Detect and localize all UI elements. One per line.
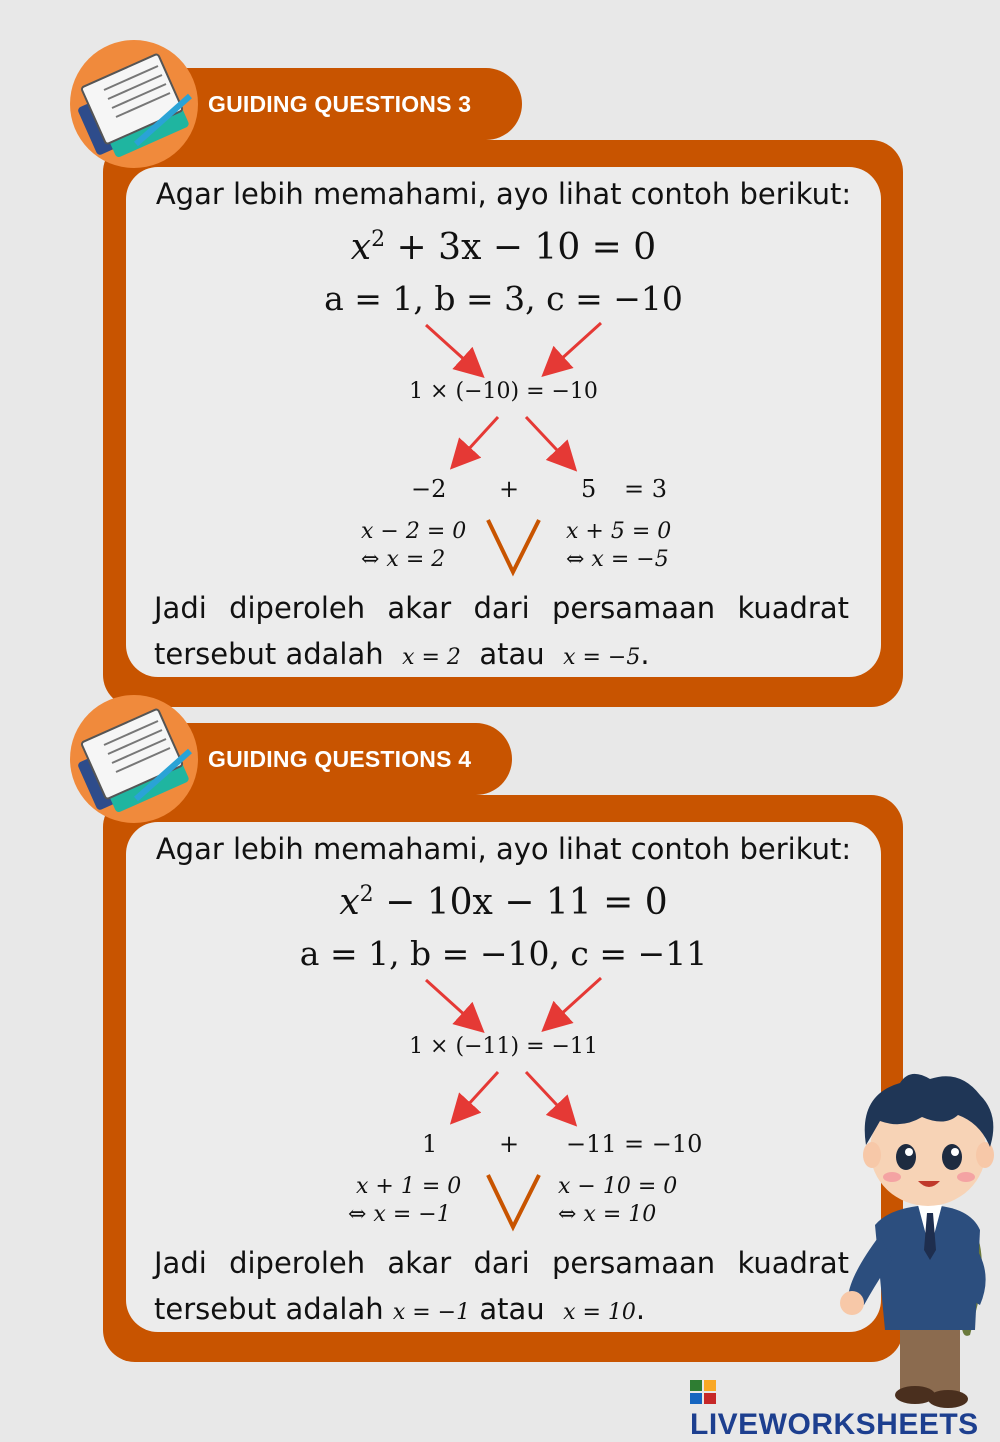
conclusion: Jadi diperoleh akar dari persamaan kuadrat tersebut adalah x = 2 atau x = −5. [154, 591, 849, 671]
sum-result: = −10 [624, 1130, 703, 1158]
section-title: GUIDING QUESTIONS 3 [208, 91, 472, 117]
arrow-a [426, 980, 478, 1027]
split-v-icon [488, 1175, 539, 1227]
root-2: x = 10 [563, 1300, 636, 1325]
intro-text: Agar lebih memahami, ayo lihat contoh berikut: [155, 832, 852, 866]
left-equation: x − 2 = 0 [361, 519, 467, 544]
section-header [150, 68, 522, 140]
content-panel [126, 167, 881, 677]
root-1: x = −1 [392, 1300, 471, 1325]
intro-text: Agar lebih memahami, ayo lihat contoh berikut: [155, 177, 852, 211]
left-equation: x + 1 = 0 [356, 1174, 462, 1199]
section-title: GUIDING QUESTIONS 4 [208, 746, 472, 772]
right-equation: x + 5 = 0 [566, 519, 672, 544]
arrow-right [526, 417, 571, 465]
right-equation: x − 10 = 0 [558, 1174, 678, 1199]
coefficients: a = 1, b = 3, c = −10 [324, 279, 683, 318]
content-frame [103, 795, 903, 1362]
root-2: x = −5 [563, 645, 641, 670]
left-solution: ⇔ x = 2 [361, 547, 446, 572]
arrow-a [426, 325, 478, 372]
factor-right: −11 [566, 1130, 617, 1158]
notebook-icon [70, 40, 198, 168]
factor-right: 5 [581, 475, 597, 503]
brand-name: LIVEWORKSHEETS [690, 1408, 979, 1441]
arrow-left [456, 1072, 498, 1118]
coefficients: a = 1, b = −10, c = −11 [299, 934, 708, 973]
split-v-icon [488, 520, 539, 572]
product: 1 × (−10) = −10 [409, 379, 598, 404]
notebook-icon [70, 695, 198, 823]
quadratic-equation: $x^2 - 10x - 11 = 0$ [339, 882, 668, 923]
live-mark-icon [690, 1379, 718, 1405]
conclusion: Jadi diperoleh akar dari persamaan kuadrat tersebut adalah x = −1 atau x = 10. [154, 1246, 849, 1326]
plus-sign: + [499, 1130, 520, 1158]
content-frame [103, 140, 903, 707]
left-solution: ⇔ x = −1 [348, 1202, 451, 1227]
right-solution: ⇔ x = −5 [566, 547, 669, 572]
arrow-c [548, 323, 601, 371]
product: 1 × (−11) = −11 [409, 1034, 598, 1059]
right-solution: ⇔ x = 10 [558, 1202, 657, 1227]
root-1: x = 2 [402, 645, 461, 670]
arrow-left [456, 417, 498, 463]
factor-left: 1 [422, 1130, 438, 1158]
section-header [150, 723, 512, 795]
content-panel [126, 822, 881, 1332]
arrow-right [526, 1072, 571, 1120]
factor-left: −2 [411, 475, 447, 503]
quadratic-equation: $x^2 + 3x - 10 = 0$ [350, 227, 657, 268]
arrow-c [548, 978, 601, 1026]
guiding-section-3 [0, 40, 1000, 700]
liveworksheets-logo [690, 1374, 1000, 1441]
plus-sign: + [499, 475, 520, 503]
sum-result: = 3 [624, 475, 668, 503]
student-illustration [830, 1065, 1000, 1410]
